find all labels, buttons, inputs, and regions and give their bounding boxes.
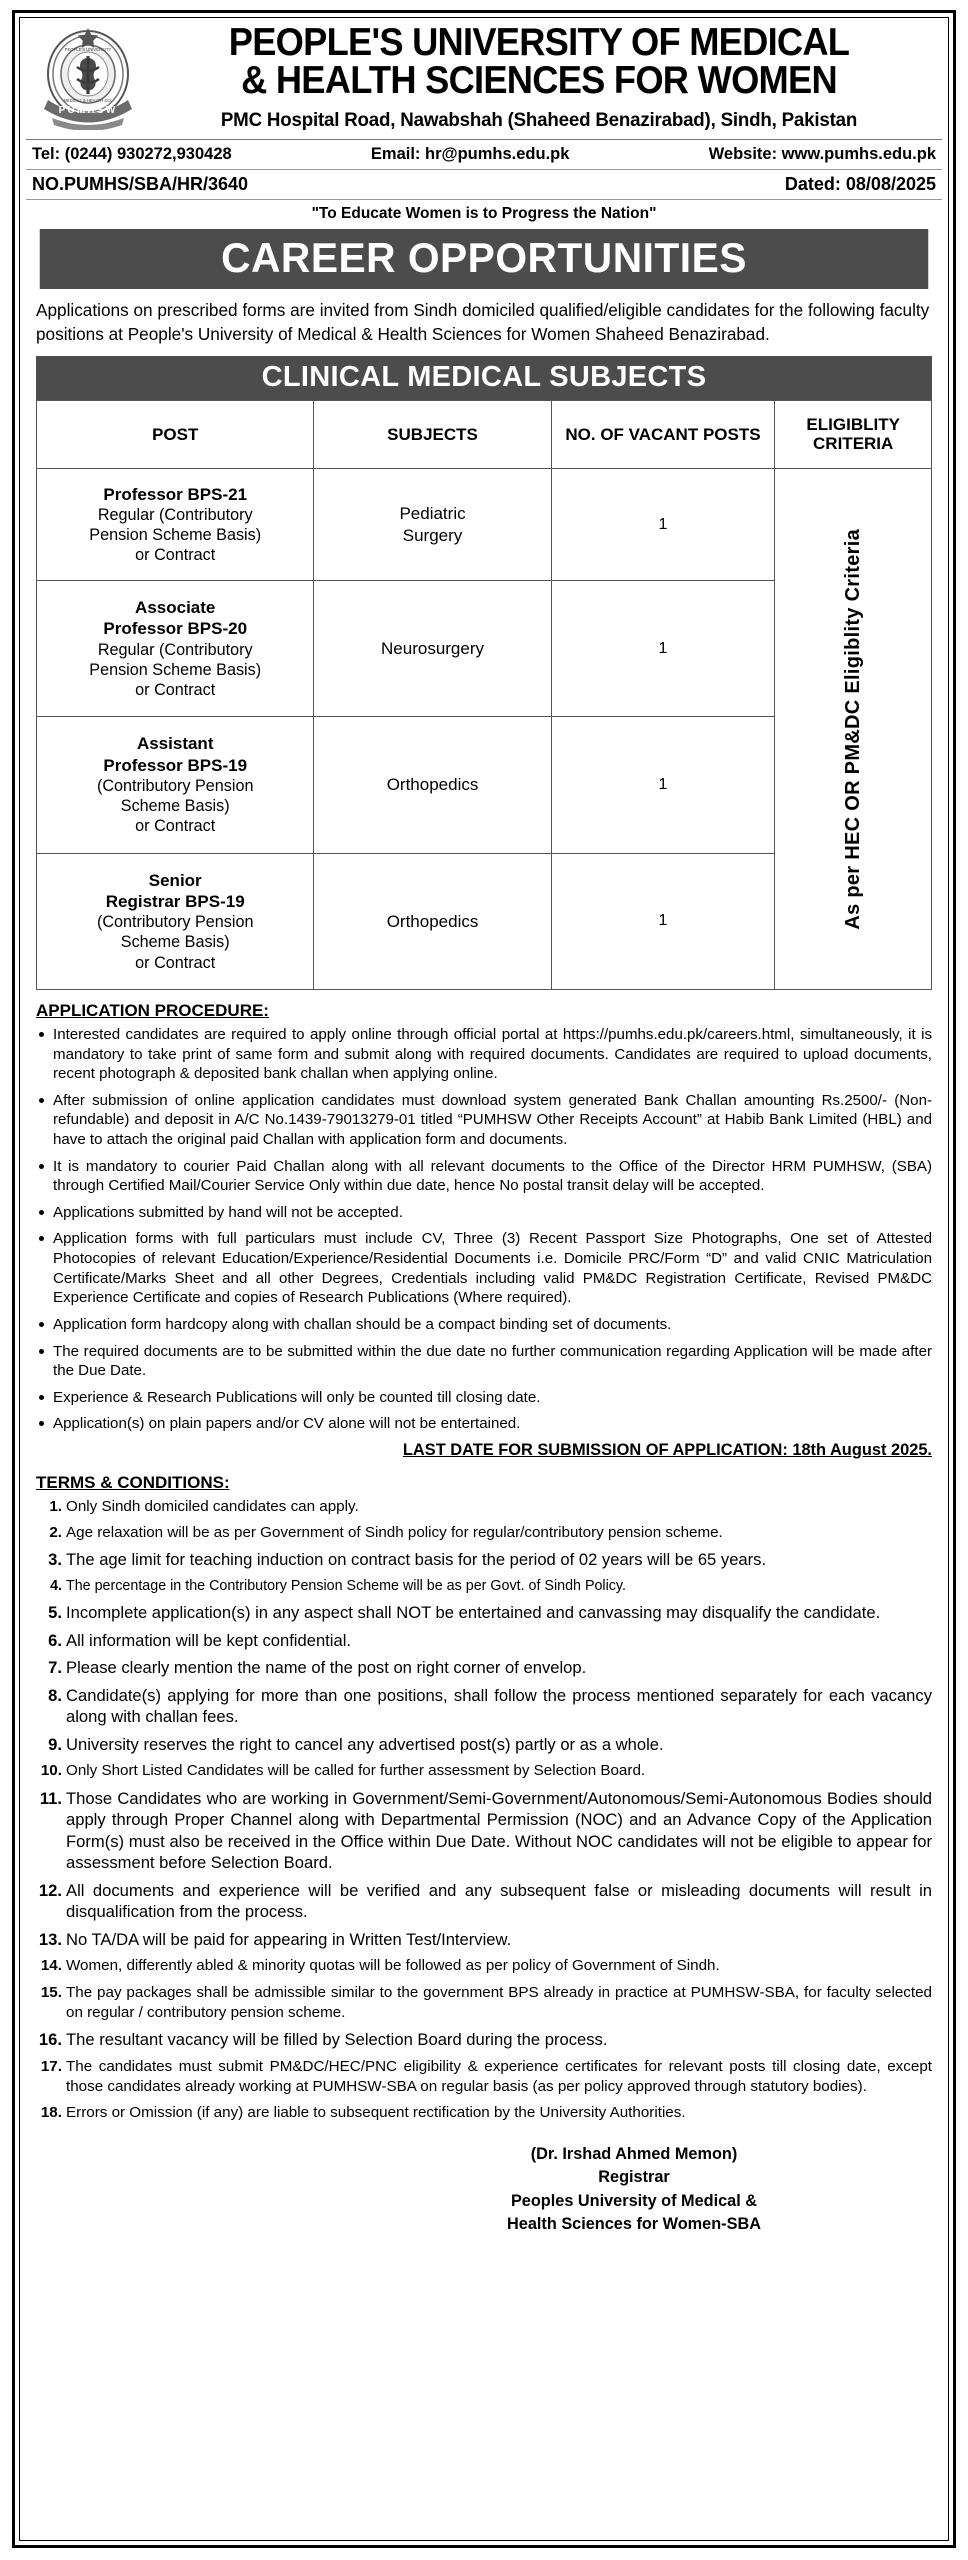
document-header: [20, 18, 948, 134]
table-row: [37, 468, 932, 580]
signatory-org-line1: Peoples University of Medical &: [510, 2191, 758, 2210]
post-sub-line: Scheme Basis): [120, 933, 230, 952]
vacant-posts-cell: 1: [551, 581, 775, 717]
post-title-line2: Professor BPS-20: [103, 619, 248, 639]
list-item: Applications submitted by hand will not be accepted.: [36, 1203, 932, 1223]
svg-text:PUMHSW: PUMHSW: [58, 105, 118, 117]
eligibility-wrap: [775, 469, 931, 989]
subject-cell: [314, 581, 551, 717]
clinical-medical-subjects-heading: CLINICAL MEDICAL SUBJECTS: [36, 356, 932, 400]
list-item: Women, differently abled & minority quotas will be followed as per policy of Government of Sindh.: [66, 1957, 720, 1975]
subject-line: Surgery: [402, 525, 463, 545]
post-title-line2: Registrar BPS-19: [105, 891, 245, 911]
list-item: All documents and experience will be verified and any subsequent false or misleading documents will result in disqualification from the process.: [66, 1880, 932, 1922]
slogan-text: "To Educate Women is to Progress the Nation": [311, 205, 657, 223]
post-sub-line: (Contributory Pension: [96, 913, 254, 932]
vacancies-table: [36, 400, 932, 990]
subject-line: Neurosurgery: [381, 639, 485, 659]
subject-cell: [314, 468, 551, 580]
subject-line: Orthopedics: [386, 775, 479, 795]
post-title-line2: Professor BPS-19: [103, 755, 248, 775]
post-title-line1: Senior: [148, 870, 202, 890]
post-sub-line: Scheme Basis): [120, 797, 230, 816]
website-text: Website: www.pumhs.edu.pk: [708, 145, 936, 164]
signatory-designation: Registrar: [598, 2168, 670, 2187]
bottom-spacer: [20, 2246, 948, 2540]
list-item: Interested candidates are required to apply online through official portal at https://pumhs.edu.pk/careers.html, simultaneously, it is mandatory to take print of same form and submit along with required documents. Candidates are required to upload documents, recent photograph & deposited bank challan when applying online.: [36, 1025, 932, 1084]
vacant-posts-cell: 1: [551, 853, 775, 989]
university-name-line1: PEOPLE'S UNIVERSITY OF MEDICAL: [228, 21, 850, 64]
post-title-line1: Assistant: [136, 734, 214, 754]
subject-cell: [314, 717, 551, 853]
list-item: Only Short Listed Candidates will be called for further assessment by Selection Board.: [66, 1762, 646, 1780]
post-sub-line: Regular (Contributory: [97, 640, 253, 659]
contact-row: [20, 140, 948, 169]
list-item: The candidates must submit PM&DC/HEC/PNC eligibility & experience certificates for relevant posts till closing date, except those candidates already working at PUMHSW-SBA on regular basis (as per policy approved through statutory bodies).: [66, 2057, 932, 2095]
list-item: Errors or Omission (if any) are liable to subsequent rectification by the University Authorities.: [66, 2104, 686, 2122]
list-item: Age relaxation will be as per Government of Sindh policy for regular/contributory pension scheme.: [66, 1524, 723, 1542]
application-procedure-list: [36, 1025, 932, 1434]
vacant-posts-cell: 1: [551, 717, 775, 853]
application-procedure-heading: APPLICATION PROCEDURE:: [36, 1000, 269, 1020]
signatory-name: (Dr. Irshad Ahmed Memon): [530, 2145, 738, 2164]
subject-line: Orthopedics: [386, 911, 479, 931]
post-sub-line: Pension Scheme Basis): [89, 526, 262, 545]
post-sub-line: or Contract: [135, 681, 216, 700]
reference-number: NO.PUMHS/SBA/HR/3640: [32, 174, 249, 195]
post-cell: [37, 853, 314, 989]
university-name: [174, 21, 905, 103]
list-item: The percentage in the Contributory Pension Scheme will be as per Govt. of Sindh Policy.: [66, 1577, 626, 1594]
terms-and-conditions-section: [20, 1462, 948, 2129]
signature-block: [36, 2143, 932, 2236]
list-item: After submission of online application candidates must download system generated Bank Challan amounting Rs.2500/- (Non-refundable) and deposit in A/C No.1439-79013279-01 titled “PUMHSW Other Receipts Account” at Habib Bank Limited (HBL) and have to attach the original paid Challan with application form and documents.: [36, 1091, 932, 1150]
list-item: Experience & Research Publications will only be counted till closing date.: [36, 1388, 932, 1408]
column-header-eligibility: ELIGIBLITY CRITERIA: [775, 400, 932, 468]
list-item: All information will be kept confidential.: [66, 1630, 352, 1650]
post-sub-line: or Contract: [135, 817, 216, 836]
advertisement-outer-frame: [12, 10, 956, 2548]
list-item: It is mandatory to courier Paid Challan along with all relevant documents to the Office of the Director HRM PUMHSW, (SBA) through Certified Mail/Courier Service Only within due date, hence No postal transit delay will be accepted.: [36, 1157, 932, 1196]
terms-and-conditions-heading: TERMS & CONDITIONS:: [36, 1472, 230, 1492]
post-title-line1: Associate: [135, 598, 216, 618]
terms-list: [36, 1497, 932, 2123]
telephone-text: Tel: (0244) 930272,930428: [32, 145, 232, 164]
list-item: Those Candidates who are working in Government/Semi-Government/Autonomous/Semi-Autonomous Bodies should apply through Proper Channel along with Departmental Permission (NOC) and an Advance Copy of the Application Form(s) must also be received in the Office within Due Date. Without NOC candidates will not be eligible to appear for assessment before Selection Board.: [66, 1788, 932, 1873]
eligibility-vertical-text: As per HEC OR PM&DC Eligiblity Criteria: [841, 528, 864, 930]
dated-text: Dated: 08/08/2025: [784, 174, 936, 195]
list-item: The resultant vacancy will be filled by Selection Board during the process.: [66, 2030, 608, 2050]
post-cell: [37, 581, 314, 717]
last-date-text: LAST DATE FOR SUBMISSION OF APPLICATION: 18th August 2025.: [402, 1440, 932, 1459]
post-sub-line: Regular (Contributory: [97, 505, 253, 524]
svg-text:PEOPLE'S UNIVERSITY: PEOPLE'S UNIVERSITY: [64, 47, 112, 53]
column-header-post: POST: [37, 400, 314, 468]
post-sub-line: Pension Scheme Basis): [89, 660, 262, 679]
list-item: University reserves the right to cancel any advertised post(s) partly or as a whole.: [66, 1734, 664, 1754]
list-item: Application forms with full particulars must include CV, Three (3) Recent Passport Size Photographs, One set of Attested Photocopies of relevant Education/Experience/Residential Documents i.e. Domicile PRC/Form “D” and valid CNIC Matriculation Certificate/Marks Sheet and all other Degrees, Credentials including valid PM&DC Registration Certificate, Revised PM&DC Experience Certificate and copies of Research Publications (Where required).: [36, 1229, 932, 1307]
column-header-subjects: SUBJECTS: [314, 400, 551, 468]
subject-line: Pediatric: [399, 504, 466, 524]
svg-text:MEDICAL & HEALTH SCI.: MEDICAL & HEALTH SCI.: [63, 98, 113, 104]
list-item: Application(s) on plain papers and/or CV alone will not be entertained.: [36, 1414, 932, 1434]
list-item: The pay packages shall be admissible similar to the government BPS already in practice at PUMHSW-SBA, for faculty selected on regular / contributory pension scheme.: [66, 1983, 932, 2021]
post-cell: [37, 717, 314, 853]
list-item: Incomplete application(s) in any aspect shall NOT be entertained and canvassing may disqualify the candidate.: [66, 1602, 881, 1622]
post-sub-line: or Contract: [135, 953, 216, 972]
intro-paragraph: Applications on prescribed forms are invited from Sindh domiciled qualified/eligible candidates for the following faculty positions at People's University of Medical & Health Sciences for Women Shaheed Benazirabad.: [36, 300, 930, 344]
post-sub-line: (Contributory Pension: [96, 776, 254, 795]
reference-row: [20, 170, 948, 199]
subject-cell: [314, 853, 551, 989]
university-crest-icon: [36, 26, 140, 130]
table-header-row: [37, 400, 932, 468]
post-cell: [37, 468, 314, 580]
post-sub-line: or Contract: [135, 546, 216, 565]
university-name-line2: & HEALTH SCIENCES FOR WOMEN: [241, 59, 837, 103]
list-item: The required documents are to be submitted within the due date no further communication regarding Application will be made after the Due Date.: [36, 1342, 932, 1381]
list-item: No TA/DA will be paid for appearing in Written Test/Interview.: [66, 1929, 512, 1949]
signatory-org-line2: Health Sciences for Women-SBA: [507, 2214, 761, 2233]
advertisement-inner-frame: [19, 17, 949, 2541]
application-procedure-section: [20, 990, 948, 1462]
career-opportunities-banner: CAREER OPPORTUNITIES: [40, 229, 929, 289]
vacant-posts-cell: 1: [551, 468, 775, 580]
list-item: Candidate(s) applying for more than one positions, shall follow the process mentioned separately for each vacancy along with challan fees.: [66, 1685, 932, 1727]
university-address: PMC Hospital Road, Nawabshah (Shaheed Benazirabad), Sindh, Pakistan: [220, 109, 858, 132]
list-item: Only Sindh domiciled candidates can apply.: [66, 1497, 359, 1515]
eligibility-criteria-cell: [775, 468, 932, 989]
list-item: Please clearly mention the name of the post on right corner of envelop.: [66, 1658, 587, 1678]
post-title: Professor BPS-21: [103, 484, 248, 504]
list-item: The age limit for teaching induction on contract basis for the period of 02 years will be 65 years.: [66, 1550, 767, 1570]
list-item: Application form hardcopy along with challan should be a compact binding set of documents.: [36, 1315, 932, 1335]
email-text: Email: hr@pumhs.edu.pk: [370, 145, 570, 164]
title-block: [146, 21, 938, 132]
column-header-vacant-posts: NO. OF VACANT POSTS: [551, 400, 775, 468]
